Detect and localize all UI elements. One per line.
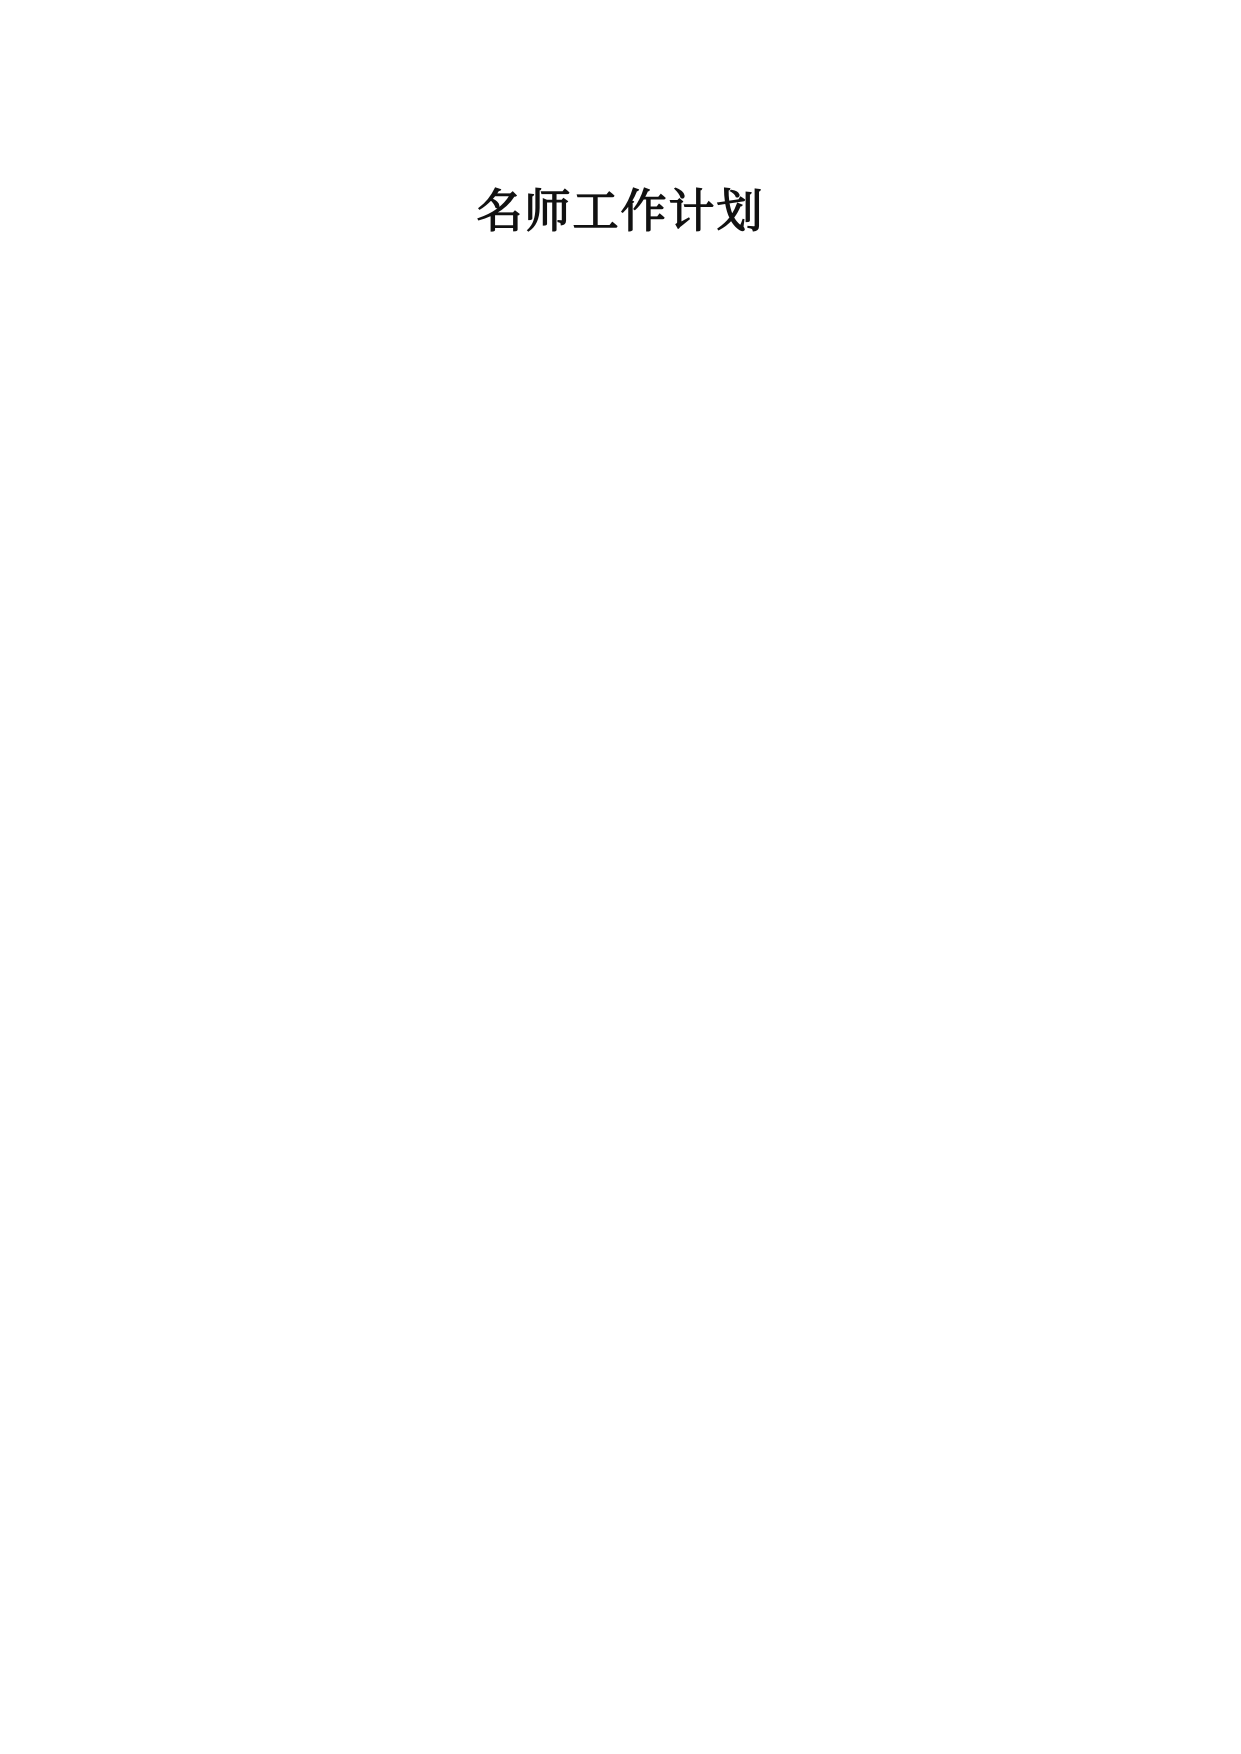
section-heading-1 [188,530,1054,590]
document-body [188,290,1054,650]
section-title [188,410,1054,470]
section-paragraph-1 [188,470,1054,530]
document-title: 名师工作计划 [476,183,765,238]
intro-paragraph [188,290,1054,350]
section-paragraph-2 [188,590,1054,650]
